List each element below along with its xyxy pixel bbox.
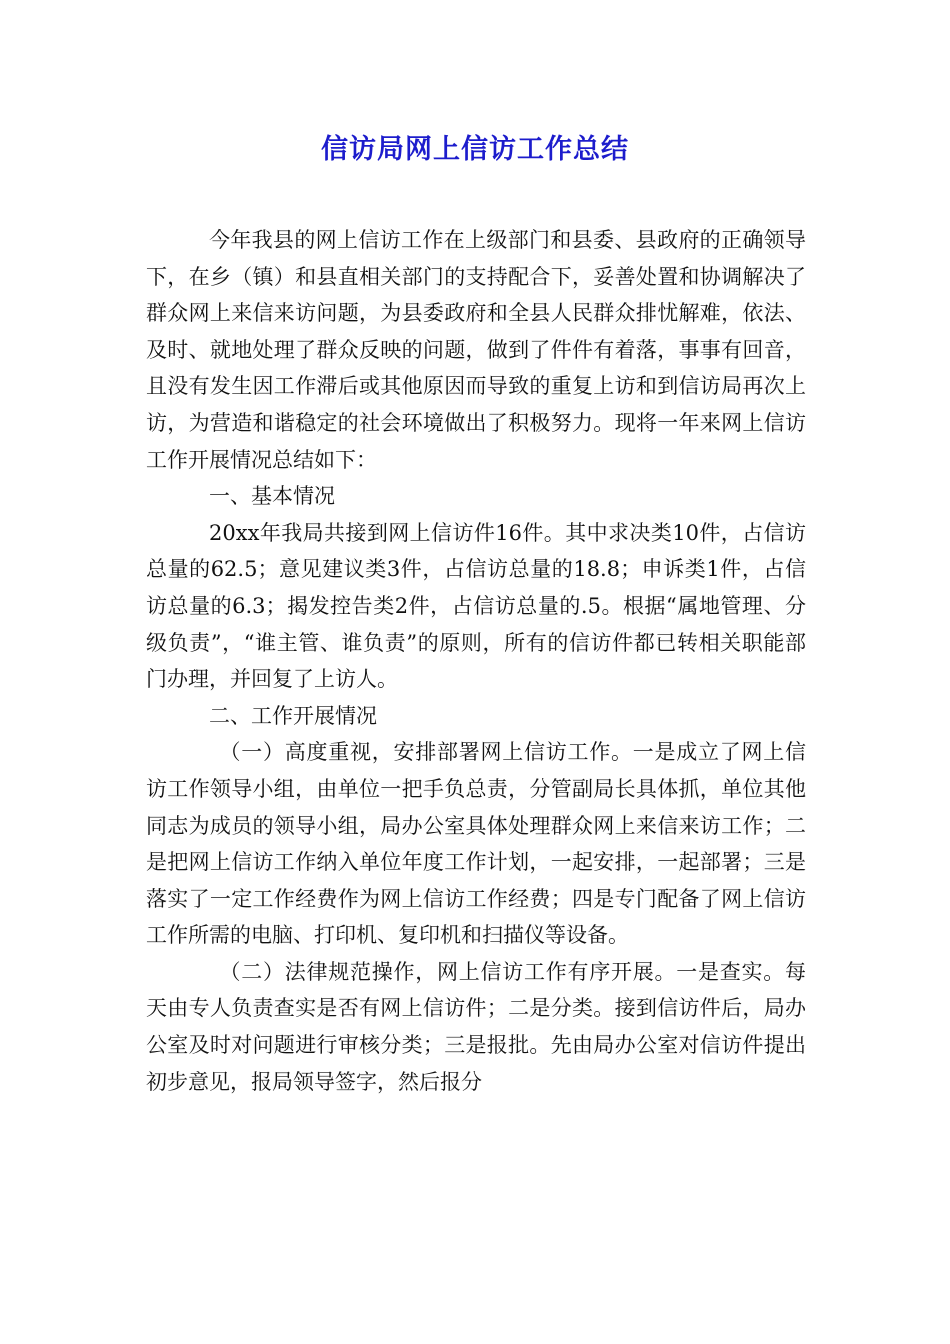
- work-paragraph-2: （二）法律规范操作，网上信访工作有序开展。一是查实。每天由专人负责查实是否有网上信访件；二是分类。接到信访件后，局办公室及时对问题进行审核分类；三是报批。先由局办公室对信访件提出初步意见，报局领导签字，然后报分: [146, 959, 806, 1094]
- basic-info-paragraph: 20xx年我局共接到网上信访件16件。其中求决类10件，占信访总量的62.5；意见建议类3件，占信访总量的18.8；申诉类1件，占信访总量的6.3；揭发控告类2件，占信访总量的.5。根据“属地管理、分级负责”，“谁主管、谁负责”的原则，所有的信访件都已转相关职能部门办理，并回复了上访人。: [146, 520, 806, 692]
- document-body: [146, 222, 806, 1100]
- section-heading-basic: 一、基本情况: [209, 484, 335, 509]
- intro-paragraph: 今年我县的网上信访工作在上级部门和县委、县政府的正确领导下，在乡（镇）和县直相关部门的支持配合下，妥善处置和协调解决了群众网上来信来访问题，为县委政府和全县人民群众排忧解难，依法、及时、就地处理了群众反映的问题，做到了件件有着落，事事有回音，且没有发生因工作滞后或其他原因而导致的重复上访和到信访局再次上访，为营造和谐稳定的社会环境做出了积极努力。现将一年来网上信访工作开展情况总结如下：: [146, 228, 806, 472]
- document-title: 信访局网上信访工作总结: [321, 134, 629, 165]
- work-paragraph-1: （一）高度重视，安排部署网上信访工作。一是成立了网上信访工作领导小组，由单位一把手负总责，分管副局长具体抓，单位其他同志为成员的领导小组，局办公室具体处理群众网上来信来访工作；二是把网上信访工作纳入单位年度工作计划，一起安排，一起部署；三是落实了一定工作经费作为网上信访工作经费；四是专门配备了网上信访工作所需的电脑、打印机、复印机和扫描仪等设备。: [146, 740, 806, 948]
- section-heading-work: 二、工作开展情况: [209, 703, 377, 728]
